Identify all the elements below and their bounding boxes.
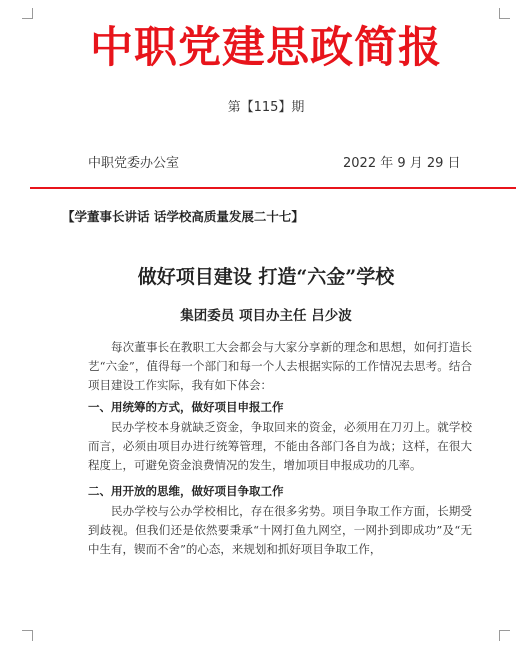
article-byline: 集团委员 项目办主任 吕少波 [180, 308, 352, 324]
column-title: 【学董事长讲话 话学校高质量发展二十七】 [62, 209, 304, 224]
section-heading-2: 二、用开放的思维，做好项目争取工作 [88, 484, 284, 498]
issuer: 中职党委办公室 [88, 156, 180, 171]
issue-number: 第【115】期 [227, 100, 305, 115]
crop-mark-bottom-left [22, 630, 33, 641]
section-paragraph-2: 民办学校与公办学校相比，存在很多劣势。项目争取工作方面，长期受到歧视。但我们还是依然要秉承“十网打鱼九网空，一网扑到即成功”及“无中生有，锲而不舍”的心态，来规划和抓好项目争取工作， [88, 504, 472, 556]
header-divider [30, 187, 516, 189]
issue-date: 2022 年 9 月 29 日 [343, 156, 461, 171]
section-heading-1: 一、用统筹的方式，做好项目申报工作 [88, 400, 284, 414]
section-paragraph-1: 民办学校本身就缺乏资金，争取回来的资金，必须用在刀刃上。就学校而言，必须由项目办进行统筹管理，不能由各部门各自为战；这样，在很大程度上，可避免资金浪费情况的发生，增加项目申报成功的几率。 [88, 420, 472, 472]
masthead-title: 中职党建思政简报 [90, 23, 442, 73]
crop-mark-bottom-right [499, 630, 510, 641]
intro-paragraph: 每次董事长在教职工大会都会与大家分享新的理念和思想，如何打造长艺“六金”，值得每一个部门和每一个人去根据实际的工作情况去思考。结合项目建设工作实际，我有如下体会： [88, 340, 472, 392]
article-body [88, 338, 472, 559]
article-headline: 做好项目建设 打造“六金”学校 [137, 266, 395, 288]
